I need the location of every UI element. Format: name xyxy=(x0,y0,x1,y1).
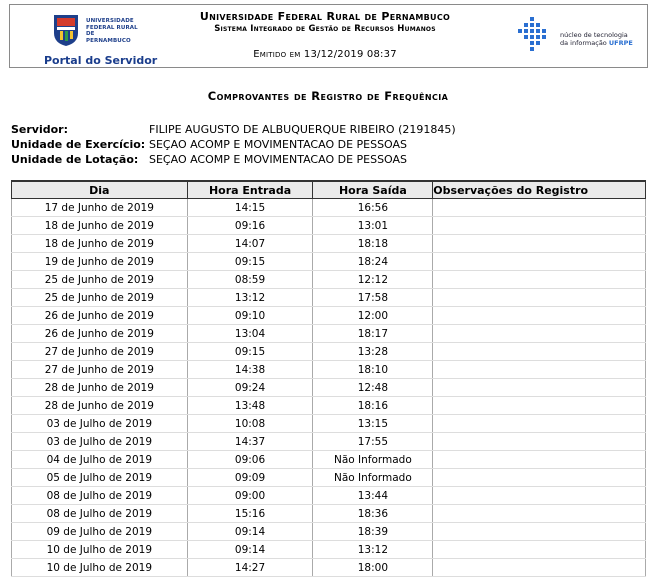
cell-dia: 10 de Julho de 2019 xyxy=(12,559,188,577)
table-row xyxy=(12,235,646,253)
cell-hora-entrada: 14:37 xyxy=(187,433,313,451)
cell-dia: 28 de Junho de 2019 xyxy=(12,397,188,415)
cell-hora-saida: 18:00 xyxy=(313,559,433,577)
cell-hora-saida: 12:48 xyxy=(313,379,433,397)
cell-dia: 05 de Julho de 2019 xyxy=(12,469,188,487)
cell-hora-entrada: 15:16 xyxy=(187,505,313,523)
cell-observacoes xyxy=(433,253,646,271)
cell-hora-saida: 13:12 xyxy=(313,541,433,559)
logo-line: FEDERAL RURAL xyxy=(86,24,138,31)
cell-observacoes xyxy=(433,379,646,397)
table-row xyxy=(12,361,646,379)
nti-line: núcleo de tecnologia xyxy=(560,31,628,39)
cell-hora-entrada: 14:38 xyxy=(187,361,313,379)
cell-hora-entrada: 09:16 xyxy=(187,217,313,235)
cell-observacoes xyxy=(433,505,646,523)
cell-observacoes xyxy=(433,199,646,217)
cell-observacoes xyxy=(433,451,646,469)
cell-hora-saida: 18:16 xyxy=(313,397,433,415)
cell-hora-entrada: 09:15 xyxy=(187,343,313,361)
cell-dia: 09 de Julho de 2019 xyxy=(12,523,188,541)
cell-observacoes xyxy=(433,397,646,415)
cell-hora-entrada: 13:04 xyxy=(187,325,313,343)
cell-hora-entrada: 09:15 xyxy=(187,253,313,271)
page-title: Comprovantes de Registro de Frequência xyxy=(207,89,449,103)
cell-hora-entrada: 09:06 xyxy=(187,451,313,469)
column-header-dia: Dia xyxy=(12,181,188,199)
cell-hora-entrada: 09:09 xyxy=(187,469,313,487)
cell-hora-saida: Não Informado xyxy=(313,469,433,487)
exercicio-row xyxy=(11,137,456,152)
cell-dia: 18 de Junho de 2019 xyxy=(12,217,188,235)
table-row xyxy=(12,523,646,541)
servidor-info xyxy=(11,122,456,167)
cell-dia: 26 de Junho de 2019 xyxy=(12,307,188,325)
cell-hora-saida: 12:12 xyxy=(313,271,433,289)
cell-dia: 28 de Junho de 2019 xyxy=(12,379,188,397)
table-row xyxy=(12,469,646,487)
servidor-value: FILIPE AUGUSTO DE ALBUQUERQUE RIBEIRO (2191845) xyxy=(149,123,456,136)
table-row xyxy=(12,379,646,397)
cell-hora-saida: 13:15 xyxy=(313,415,433,433)
cell-hora-saida: 18:36 xyxy=(313,505,433,523)
system-name: Sistema Integrado de Gestão de Recursos Humanos xyxy=(214,24,436,34)
cell-dia: 27 de Junho de 2019 xyxy=(12,343,188,361)
table-row xyxy=(12,289,646,307)
logo-line: UNIVERSIDADE xyxy=(86,18,134,24)
cell-observacoes xyxy=(433,271,646,289)
cell-observacoes xyxy=(433,469,646,487)
cell-hora-saida: 17:58 xyxy=(313,289,433,307)
ufrpe-logo-text xyxy=(86,18,138,44)
table-row xyxy=(12,559,646,577)
cell-dia: 04 de Julho de 2019 xyxy=(12,451,188,469)
cell-dia: 03 de Julho de 2019 xyxy=(12,415,188,433)
cell-observacoes xyxy=(433,235,646,253)
cell-hora-entrada: 09:14 xyxy=(187,541,313,559)
cell-dia: 19 de Junho de 2019 xyxy=(12,253,188,271)
column-header-saida: Hora Saída xyxy=(313,181,433,199)
cell-observacoes xyxy=(433,217,646,235)
cell-observacoes xyxy=(433,325,646,343)
table-header-row xyxy=(12,181,646,199)
column-header-observacoes: Observações do Registro xyxy=(433,181,646,199)
cell-observacoes xyxy=(433,487,646,505)
cell-hora-entrada: 09:00 xyxy=(187,487,313,505)
lotacao-value: SEÇAO ACOMP E MOVIMENTACAO DE PESSOAS xyxy=(149,153,408,166)
cell-hora-entrada: 09:14 xyxy=(187,523,313,541)
column-header-entrada: Hora Entrada xyxy=(187,181,313,199)
nti-logo xyxy=(516,15,646,55)
cell-hora-entrada: 10:08 xyxy=(187,415,313,433)
cell-hora-saida: Não Informado xyxy=(313,451,433,469)
servidor-label: Servidor: xyxy=(11,123,69,136)
cell-observacoes xyxy=(433,415,646,433)
registro-table xyxy=(11,180,646,577)
ufrpe-crest-icon xyxy=(52,13,80,47)
cell-observacoes xyxy=(433,559,646,577)
table-row xyxy=(12,433,646,451)
cell-hora-saida: 18:17 xyxy=(313,325,433,343)
table-row xyxy=(12,343,646,361)
table-row xyxy=(12,541,646,559)
cell-observacoes xyxy=(433,343,646,361)
cell-hora-entrada: 14:15 xyxy=(187,199,313,217)
cell-dia: 18 de Junho de 2019 xyxy=(12,235,188,253)
cell-hora-saida: 13:44 xyxy=(313,487,433,505)
cell-hora-entrada: 13:12 xyxy=(187,289,313,307)
table-body xyxy=(12,199,646,577)
lotacao-label: Unidade de Lotação: xyxy=(11,153,139,166)
table-row xyxy=(12,487,646,505)
cell-hora-saida: 12:00 xyxy=(313,307,433,325)
nti-line: da informação xyxy=(560,39,607,47)
cell-hora-saida: 13:01 xyxy=(313,217,433,235)
cell-dia: 25 de Junho de 2019 xyxy=(12,271,188,289)
university-name: Universidade Federal Rural de Pernambuco xyxy=(199,10,451,23)
cell-hora-entrada: 09:10 xyxy=(187,307,313,325)
cell-dia: 03 de Julho de 2019 xyxy=(12,433,188,451)
lotacao-row xyxy=(11,152,456,167)
table-row xyxy=(12,415,646,433)
ufrpe-logo xyxy=(22,10,158,67)
cell-dia: 25 de Junho de 2019 xyxy=(12,289,188,307)
cell-hora-entrada: 09:24 xyxy=(187,379,313,397)
cell-observacoes xyxy=(433,289,646,307)
table-row xyxy=(12,217,646,235)
table-row xyxy=(12,307,646,325)
servidor-row xyxy=(11,122,456,137)
cell-dia: 27 de Junho de 2019 xyxy=(12,361,188,379)
cell-hora-entrada: 14:27 xyxy=(187,559,313,577)
cell-hora-entrada: 13:48 xyxy=(187,397,313,415)
emission-date: Emitido em 13/12/2019 08:37 xyxy=(253,49,397,60)
table-row xyxy=(12,253,646,271)
table-row xyxy=(12,325,646,343)
cell-observacoes xyxy=(433,541,646,559)
cell-observacoes xyxy=(433,523,646,541)
cell-observacoes xyxy=(433,433,646,451)
nti-text xyxy=(560,31,633,47)
cell-hora-entrada: 08:59 xyxy=(187,271,313,289)
cell-hora-saida: 18:24 xyxy=(313,253,433,271)
cell-observacoes xyxy=(433,361,646,379)
nti-dots-icon xyxy=(516,15,556,55)
header-titles xyxy=(160,10,490,60)
table-row xyxy=(12,397,646,415)
logo-line: DE PERNAMBUCO xyxy=(86,31,131,44)
cell-hora-saida: 18:18 xyxy=(313,235,433,253)
portal-link[interactable]: Portal do Servidor xyxy=(44,54,158,67)
nti-brand: UFRPE xyxy=(608,39,633,47)
table-row xyxy=(12,505,646,523)
report-header xyxy=(9,4,648,68)
cell-dia: 08 de Julho de 2019 xyxy=(12,487,188,505)
cell-dia: 26 de Junho de 2019 xyxy=(12,325,188,343)
cell-dia: 08 de Julho de 2019 xyxy=(12,505,188,523)
cell-hora-saida: 16:56 xyxy=(313,199,433,217)
cell-observacoes xyxy=(433,307,646,325)
cell-hora-saida: 18:10 xyxy=(313,361,433,379)
table-row xyxy=(12,199,646,217)
cell-hora-saida: 13:28 xyxy=(313,343,433,361)
cell-hora-entrada: 14:07 xyxy=(187,235,313,253)
cell-hora-saida: 18:39 xyxy=(313,523,433,541)
exercicio-label: Unidade de Exercício: xyxy=(11,138,146,151)
cell-dia: 17 de Junho de 2019 xyxy=(12,199,188,217)
table-row xyxy=(12,271,646,289)
table-row xyxy=(12,451,646,469)
cell-dia: 10 de Julho de 2019 xyxy=(12,541,188,559)
exercicio-value: SEÇAO ACOMP E MOVIMENTACAO DE PESSOAS xyxy=(149,138,408,151)
cell-hora-saida: 17:55 xyxy=(313,433,433,451)
